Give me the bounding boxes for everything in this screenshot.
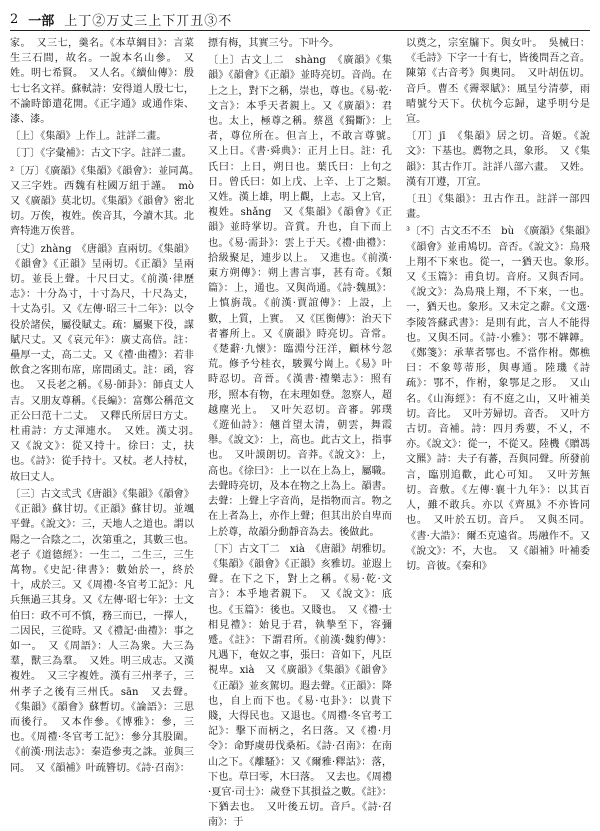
para: ²〔万〕《廣韻》《集韻》《韻會》：並同萬。 又三字姓。西魏有柱國万紐于謹。 mò 又《廣韻》莫北切。《集韻》《韻會》密北切。万俟，複姓。俟音其，今讀木其。北齊特進万俟普。: [10, 165, 205, 238]
para: 〔丌〕jī 《集韻》居之切。音姬。《說文》：下基也。薦物之具，象形。 又《集韻》：其古作丌。註詳八部六畫。 又姓。漢有丌遵，丌宣。: [406, 131, 590, 188]
column-3: [406, 36, 600, 783]
part-label: 一部: [28, 13, 55, 29]
page-header: [10, 8, 590, 31]
para: 〔三〕古文弎弐《唐韻》《集韻》《韻會》《正韻》蘇甘切。《正韻》蘇甘切。並颯平聲。《說文》：三，天地人之道也。謂以陽之一合陰之二，次第重之，其數三也。老子《道德經》：一生二，二生三，三生萬物。《史記·律書》：數始於一，終於十，成於三。又《周禮·冬官考工記》：凡兵無過三其身。又《左傳·昭七年》：士文伯曰：政不可不慎，務三而已，一擇人，二因民，三從時。又《禮記·曲禮》：事之如一。 又《周語》：人三為衆。大三為羣，獸三為羣。 又姓。明三成志。又漢複姓。 又三字複姓。漢有三州孝子，三州孝子之後有三州氏。sān 又去聲。《集韻》《韻會》蘇暫切。《論語》：三思而後行。 又本作參。《博雅》：參，三也。《周禮·冬官考工記》：參分其股圍。《前漢·刑法志》：秦造參夷之誅。並與三同。 又《韻補》叶疏簪切。《詩·召南》：: [10, 488, 194, 774]
para: 〔丑〕《集韻》：丑古作丑。註詳一部四畫。: [406, 194, 590, 221]
column-1: [10, 36, 205, 783]
para: 〔丈〕zhàng 《唐韻》直兩切。《集韻》《韻會》《正韻》呈兩切。《正韻》呈兩切。並長上聲。十尺曰丈。《前漢·律歷志》：十分為寸，十寸為尺，十尺為丈，十丈為引。又《左傳·昭三十二年》：以令役於諸侯，屬役賦丈。疏：屬聚下役，謀賦尺丈。又《哀元年》：廣丈高倍。註：壘厚一丈，高二丈。又《禮·曲禮》：若非飲食之客則布席，席間函丈。註：函，容也。 又長老之稱。《易·師卦》：師貞丈人吉。又朋友尊稱。《長編》：富鄭公稱范文正公曰范十二丈。 又釋氏所居曰方丈。杜甫詩：方丈渾連水。 又姓。漢丈羽。 又《說文》：從又持十。徐曰：丈，扶也。《詩》：從手持十。又杖。老人持杖，故曰丈人。: [10, 243, 205, 483]
page-number: 2: [10, 11, 19, 27]
para: 〔丁〕《字彙補》：古文下字。註詳二畫。: [10, 148, 192, 160]
para: 摽有梅，其實三兮。下叶今。: [208, 38, 340, 49]
text-columns: [10, 36, 600, 829]
para: 家。 又三七，羹名。《本草綱目》：言菜生三石間，故名。一說本名山參。 又姓。明七希賢。 又人名。《續仙傳》：殷七七名文祥。蘇軾詩：安得道人殷七七，不論時節遣花開。《正字通》或通作柒、漆、漆。: [10, 38, 194, 126]
para: 以奠之，宗室牖下。與女叶。 吳械曰：《毛詩》下字一十有七，皆後問吾之音。陳第《古音考》與奧同。 又叶胡伍切。音戶。曹丕《霽翠賦》：風呈兮清夢，雨晴號兮天下。伏杭今忘歸，逮乎明兮是宣。: [406, 38, 590, 126]
para: 〔上〕古文丄二 shàng 《廣韻》《集韻》《韻會》《正韻》並時亮切。音尚。在上之上，對下之稱，崇也，尊也。《易·乾·文言》：本乎天者親上。又《廣韻》：君也。太上，極尊之稱。蔡邕《獨斷》：上者，尊位所在。但言上，不敢言尊號。 又上日。《書·舜典》：正月上日。註：孔氏曰：上日，朔日也。葉氏曰：上旬之日。曾氏曰：如上戊、上辛、上丁之類。 又姓。漢上雄，明上觀，上志。又上官，複姓。shǎng 又《集韻》《韻會》《正韻》並時掌切。音賞。升也，自下而上也。《易·需卦》：雲上于天。《禮·曲禮》：拾級聚足，連步以上。 又進也。《前漢·東方朔傳》：朔上書言事，甚有奇。《類篇》：上，通也。又與尚通。《詩·魏風》：上慎旃哉。《前漢·賈誼傳》：上設，上數，上質，上實。 又《匡衡傳》：治天下者審所上。又《廣韻》時亮切。音常。《楚辭·九懷》：臨淵兮汪洋，顧林兮忽荒。修予兮桂衣，駿翼兮崗上。《易》叶時忍切。音晉。《漢書·禮樂志》：照有形，照本有物，在末理如登。忽察人，超越塵光上。 又叶矢忍切。音審。郭璞《遊仙詩》：翹首望太清，朝雲，舞霞舉。《說文》：上，高也。此古文上，指事也。 又叶謨朗切。音莽。《說文》：上，高也。《徐曰》：上一以在上為上，屬職。去聲時亮切，及本在物之上為上。韻書。去聲：上聲上字音尚，是指物而言。物之在上者為上，亦作上聲；但其出於自卑而上於尊，故韻分動靜音為去。後做此。: [208, 55, 403, 538]
running-head: 上丁②万丈三上下丌丑③不: [64, 13, 233, 29]
para: 〔上〕《集韻》上作丄。註詳二畫。: [10, 131, 167, 143]
para: ³〔不〕古文丕不丕 bù 《廣韻》《集韻》《韻會》並甫鳩切。音否。《說文》：鳥飛上翔不下來也。從一，一猶天也。象形。 又《玉篇》：甫負切。音府。又與否同。《說文》：為鳥飛上翔，不下來，一也。一，猶天也。象形。又未定之辭。《文選·李陵答蘇武書》：是則有此，言人不能得也。又與丕同。《詩·小雅》：鄂不韡韡。《鄭箋》：承華者鄂也。不當作柎。鄭樵曰：不象萼蒂形，與專通。陸璣《詩疏》：鄂不，作柎，象鄂足之形。 又山名。《山海經》：有不庭之山，又叶補美切。音比。 又叶芳婦切。音否。 又叶方古切。音補。詩：四月秀葽，不乂，不亦。《說文》：從一，不從又。陸機《贈馮文羆》詩：夫子有蕃，吾與同聲。所發前言，臨別追歡，此心可知。 又叶芳無切。音敷。《左傳·襄十九年》：以其百人，雖不敢兵。亦以《齊風》不亦皆同也。 又叶於五切。音戶。 又與丕同。《書·大誥》：爾丕克遠省。馬融作不。又《說文》：不，大也。 又《韻補》叶補委切。音彼。《秦和》: [406, 226, 600, 572]
para: 〔下〕古文丅二 xià 《唐韻》胡雅切。《集韻》《韻會》《正韻》亥雅切。並遐上聲。在下之下，對上之稱。《易·乾·文言》：本乎地者親下。 又《說文》：底也。《玉篇》：後也。又賤也。 又《禮·士相見禮》：始見于君，執摯至下，容彌蹙。《註》：下謂君所。《前漢·魏豹傳》：凡遇下，奄奴之事，張曰：音如下，凡臣視卑。xià 又《廣韻》《集韻》《韻會》《正韻》並亥駕切。遐去聲。《正韻》：降也，自上而下也。《易·屯卦》：以貴下賤，大得民也。又退也。《周禮·冬官考工記》：擊下而柄之，名曰落。又《禮·月令》：命野虞毋伐桑柘。《詩·召南》：在南山之下。《離騷》：又《爾雅·釋詁》：落，下也。草曰零，木曰落。 又去也。《周禮·夏官·司士》：歲登下其損益之數。《註》：下猶去也。 又叶後五切。音戶。《詩·召南》：于: [208, 543, 392, 829]
column-2: [208, 36, 403, 829]
